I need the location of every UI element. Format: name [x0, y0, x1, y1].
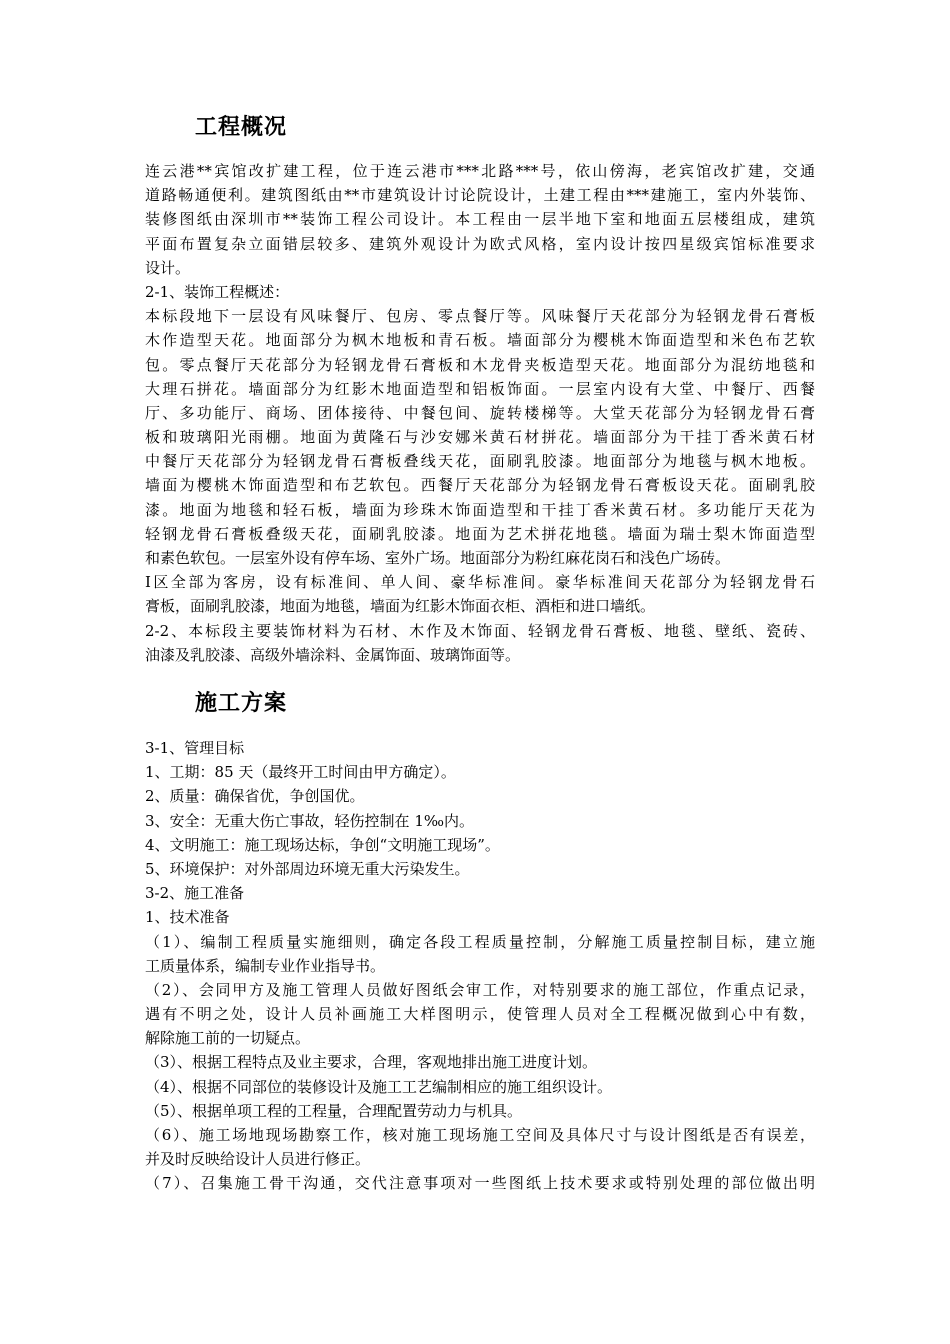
text-line: 板和玻璃阳光雨棚。地面为黄隆石与沙安娜米黄石材拼花。墙面部分为干挂丁香米黄石材 [145, 428, 815, 447]
text-line: Ⅰ区全部为客房，设有标准间、单人间、豪华标准间。豪华标准间天花部分为轻钢龙骨石 [145, 573, 815, 592]
text-line: 厅、多功能厅、商场、团体接待、中餐包间、旋转楼梯等。大堂天花部分为轻钢龙骨石膏 [145, 403, 815, 422]
text-line: （3）、根据工程特点及业主要求，合理，客观地排出施工进度计划。 [145, 1053, 598, 1072]
text-line: 3、安全：无重大伤亡事故，轻伤控制在 1‰内。 [145, 811, 474, 830]
text-line: 膏板，面刷乳胶漆，地面为地毯，墙面为红影木饰面衣柜、酒柜和进口墙纸。 [145, 597, 656, 616]
text-line: 4、文明施工：施工现场达标，争创“文明施工现场”。 [145, 835, 500, 854]
text-line: 装修图纸由深圳市**装饰工程公司设计。本工程由一层半地下室和地面五层楼组成，建筑 [145, 210, 815, 229]
text-line: 平面布置复杂立面错层较多、建筑外观设计为欧式风格，室内设计按四星级宾馆标准要求 [145, 234, 815, 253]
text-line: 中餐厅天花部分为轻钢龙骨石膏板叠线天花，面刷乳胶漆。地面部分为地毯与枫木地板。 [145, 452, 815, 471]
text-line: 油漆及乳胶漆、高级外墙涂料、金属饰面、玻璃饰面等。 [145, 645, 521, 664]
text-line: 5、环境保护：对外部周边环境无重大污染发生。 [145, 859, 470, 878]
text-line: （1）、编制工程质量实施细则，确定各段工程质量控制，分解施工质量控制目标，建立施 [145, 932, 815, 951]
text-line: 解除施工前的一切疑点。 [145, 1029, 311, 1048]
text-line: 1、工期：85 天（最终开工时间由甲方确定）。 [145, 763, 456, 782]
section-heading-construction-plan: 施工方案 [195, 690, 288, 716]
construction-plan-body [145, 736, 815, 1196]
text-line: 2-2、本标段主要装饰材料为石材、木作及木饰面、轻钢龙骨石膏板、地毯、壁纸、瓷砖、 [145, 621, 815, 640]
text-line: 包。零点餐厅天花部分为轻钢龙骨石膏板和木龙骨夹板造型天花。地面部分为混纺地毯和 [145, 355, 815, 374]
project-overview-body [145, 159, 815, 667]
text-line: （5）、根据单项工程的工程量，合理配置劳动力与机具。 [145, 1101, 523, 1120]
section-heading-project-overview: 工程概况 [195, 114, 288, 140]
text-line: 木作造型天花。地面部分为枫木地板和青石板。墙面部分为樱桃木饰面造型和米色布艺软 [145, 331, 815, 350]
text-line: 漆。地面为地毯和轻石板，墙面为珍珠木饰面造型和干挂丁香米黄石材。多功能厅天花为 [145, 500, 815, 519]
text-line: 连云港**宾馆改扩建工程，位于连云港市***北路***号，依山傍海，老宾馆改扩建，交通 [145, 162, 815, 180]
text-line: 遇有不明之处，设计人员补画施工大样图明示，使管理人员对全工程概况做到心中有数， [145, 1005, 815, 1024]
text-line: 道路畅通便利。建筑图纸由**市建筑设计讨论院设计，土建工程由***建施工，室内外装饰、 [145, 186, 815, 205]
text-line: 轻钢龙骨石膏板叠级天花，面刷乳胶漆。地面为艺术拼花地毯。墙面为瑞士梨木饰面造型 [145, 524, 815, 543]
text-line: （4）、根据不同部位的装修设计及施工工艺编制相应的施工组织设计。 [145, 1077, 613, 1096]
text-line: （7）、召集施工骨干沟通，交代注意事项对一些图纸上技术要求或特别处理的部位做出明 [145, 1174, 815, 1193]
text-line: 设计。 [145, 258, 191, 277]
text-line: 3-2、施工准备 [145, 884, 245, 903]
text-line: 大理石拼花。墙面部分为红影木地面造型和铝板饰面。一层室内设有大堂、中餐厅、西餐 [145, 379, 815, 398]
text-line: 2、质量：确保省优，争创国优。 [145, 787, 365, 806]
text-line: 本标段地下一层设有风味餐厅、包房、零点餐厅等。风味餐厅天花部分为轻钢龙骨石膏板 [145, 307, 815, 326]
text-line: 1、技术准备 [145, 908, 230, 927]
text-line: （2）、会同甲方及施工管理人员做好图纸会审工作，对特别要求的施工部位，作重点记录， [145, 980, 815, 999]
text-line: （6）、施工场地现场勘察工作，核对施工现场施工空间及具体尺寸与设计图纸是否有误差， [145, 1126, 815, 1144]
text-line: 并及时反映给设计人员进行修正。 [145, 1150, 371, 1169]
text-line: 工质量体系，编制专业作业指导书。 [145, 956, 386, 975]
text-line: 和素色软包。一层室外设有停车场、室外广场。地面部分为粉红麻花岗石和浅色广场砖。 [145, 549, 731, 567]
text-line: 2-1、装饰工程概述： [145, 282, 290, 301]
text-line: 墙面为樱桃木饰面造型和布艺软包。西餐厅天花部分为轻钢龙骨石膏板设天花。面刷乳胶 [145, 476, 815, 495]
text-line: 3-1、管理目标 [145, 739, 245, 757]
